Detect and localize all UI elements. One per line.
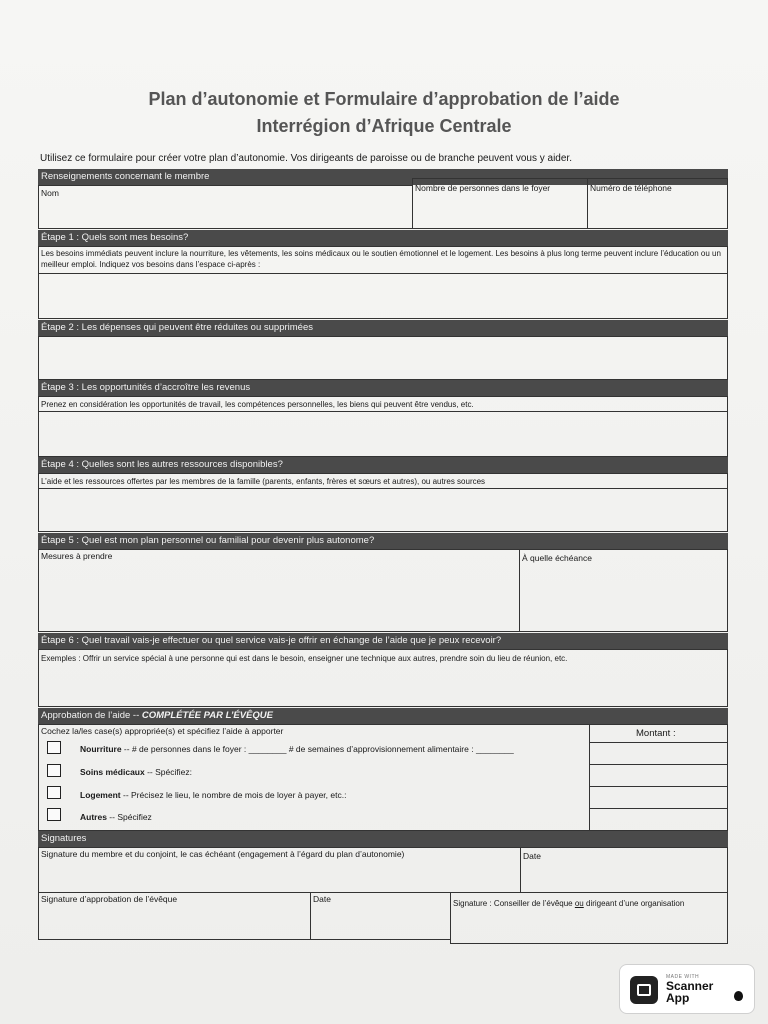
- member-date-field[interactable]: [520, 847, 728, 893]
- food-checkbox[interactable]: [47, 741, 61, 754]
- medical-checkbox[interactable]: [47, 764, 61, 777]
- bishop-date-label: Date: [313, 894, 331, 904]
- bishop-date-field[interactable]: [310, 892, 451, 940]
- medical-row: [80, 767, 192, 777]
- step2-header: Étape 2 : Les dépenses qui peuvent être réduites ou supprimées: [38, 320, 728, 336]
- approval-header-label: Approbation de l’aide --: [41, 710, 142, 721]
- amount-row-divider: [589, 764, 728, 765]
- step2-answer-field[interactable]: [38, 336, 728, 380]
- amount-column: [589, 724, 728, 831]
- step4-instructions-cell: [38, 473, 728, 489]
- page-title: Plan d’autonomie et Formulaire d’approbation de l’aide: [148, 89, 620, 109]
- medical-label: Soins médicaux: [80, 767, 145, 777]
- step5-header: Étape 5 : Quel est mon plan personnel ou familial pour devenir plus autonome?: [38, 533, 728, 549]
- household-size-field[interactable]: [412, 178, 588, 229]
- other-label: Autres: [80, 812, 107, 822]
- phone-label: Numéro de téléphone: [590, 183, 672, 193]
- food-details: -- # de personnes dans le foyer : ________ # de semaines d’approvisionnement alimentaire : ________: [121, 744, 514, 754]
- household-size-label: Nombre de personnes dans le foyer: [415, 183, 551, 193]
- counselor-label-end: dirigeant d’une organisation: [583, 899, 685, 908]
- step4-instructions: L’aide et les ressources offertes par les membres de la famille (parents, enfants, frères et sœurs et autres), ou autres sources: [41, 477, 486, 486]
- amount-label: Montant :: [636, 728, 676, 739]
- amount-row-divider: [589, 742, 728, 743]
- member-date-label: Date: [523, 851, 541, 861]
- intro-text: Utilisez ce formulaire pour créer votre plan d’autonomie. Vos dirigeants de paroisse ou de branche peuvent vous y aider.: [40, 153, 572, 164]
- step1-answer-field[interactable]: [38, 273, 728, 319]
- member-name-field[interactable]: [38, 185, 413, 229]
- food-label: Nourriture: [80, 744, 122, 754]
- step3-instructions: Prenez en considération les opportunités de travail, les compétences personnelles, les biens qui peuvent être vendus, etc.: [41, 400, 474, 409]
- member-signature-field[interactable]: [38, 847, 521, 893]
- member-name-label: Nom: [41, 188, 59, 198]
- step5-actions-label: Mesures à prendre: [41, 551, 113, 561]
- amount-row-divider: [589, 808, 728, 809]
- step1-instructions-cell: [38, 246, 728, 274]
- step5-actions-field[interactable]: [38, 549, 520, 632]
- step4-header: Étape 4 : Quelles sont les autres ressources disponibles?: [38, 457, 728, 473]
- step5-deadline-label: À quelle échéance: [522, 553, 592, 563]
- member-signature-label: Signature du membre et du conjoint, le cas échéant (engagement à l’égard du plan d’autonomie): [41, 849, 405, 859]
- amount-row-divider: [589, 786, 728, 787]
- badge-app-name: [666, 980, 713, 1004]
- step6-answer-field[interactable]: [38, 649, 728, 707]
- page-subtitle: Interrégion d’Afrique Centrale: [256, 116, 512, 136]
- housing-row: [80, 790, 346, 800]
- counselor-label-start: Signature : Conseiller de l’évêque: [453, 899, 575, 908]
- phone-field[interactable]: [587, 178, 728, 229]
- member-section-header: Renseignements concernant le membre: [38, 169, 728, 185]
- approval-header: [38, 708, 728, 724]
- step6-examples: Exemples : Offrir un service spécial à une personne qui est dans le besoin, enseigner une technique aux autres, prendre soin du lieu de réunion, etc.: [41, 654, 568, 663]
- other-row: [80, 812, 152, 822]
- housing-checkbox[interactable]: [47, 786, 61, 799]
- other-details: -- Spécifiez: [106, 812, 152, 822]
- approval-instructions: Cochez la/les case(s) appropriée(s) et spécifiez l’aide à apporter: [41, 726, 284, 736]
- bishop-signature-field[interactable]: [38, 892, 311, 940]
- medical-details: -- Spécifiez:: [144, 767, 192, 777]
- counselor-signature-label: [453, 899, 684, 908]
- badge-name-line2: App: [666, 991, 690, 1005]
- approval-header-note: COMPLÉTÉE PAR L’ÉVÊQUE: [141, 710, 273, 721]
- step6-header: Étape 6 : Quel travail vais-je effectuer ou quel service vais-je offrir en échange de l’aide que je peux recevoir?: [38, 633, 728, 649]
- scanner-app-badge: [619, 964, 755, 1014]
- step4-answer-field[interactable]: [38, 488, 728, 532]
- step3-header: Étape 3 : Les opportunités d’accroître les revenus: [38, 380, 728, 396]
- step1-header: Étape 1 : Quels sont mes besoins?: [38, 230, 728, 246]
- apple-icon: [734, 991, 743, 1001]
- food-row: [80, 744, 514, 754]
- step3-instructions-cell: [38, 396, 728, 412]
- badge-made-with: MADE WITH: [666, 974, 700, 980]
- badge-name-line1: Scanner: [666, 979, 714, 993]
- housing-label: Logement: [80, 790, 121, 800]
- signatures-header: Signatures: [38, 831, 728, 847]
- counselor-label-or: ou: [574, 899, 584, 908]
- counselor-signature-field[interactable]: [450, 892, 728, 944]
- step5-deadline-field[interactable]: [519, 549, 728, 632]
- step1-instructions: Les besoins immédiats peuvent inclure la nourriture, les vêtements, les soins médicaux ou le soutien émotionnel et le logement. Les besoins à plus long terme peuvent inclure l’éducation ou un meilleur emploi. Indiquez vos besoins dans l’espace ci-après :: [41, 249, 721, 269]
- step3-answer-field[interactable]: [38, 411, 728, 457]
- other-checkbox[interactable]: [47, 808, 61, 821]
- scanner-app-icon: [630, 976, 658, 1004]
- bishop-signature-label: Signature d’approbation de l’évêque: [41, 894, 178, 904]
- housing-details: -- Précisez le lieu, le nombre de mois de loyer à payer, etc.:: [120, 790, 347, 800]
